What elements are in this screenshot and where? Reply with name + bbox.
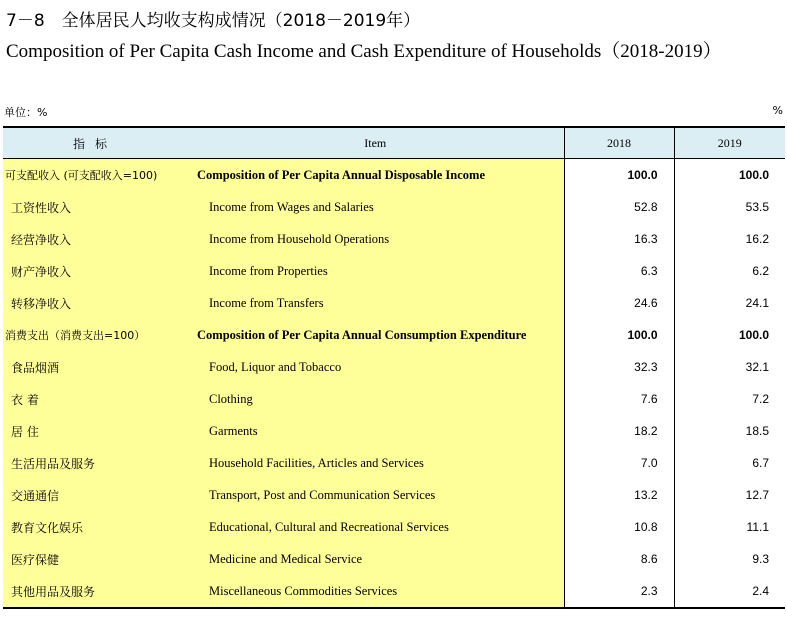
row-item-en: Household Facilities, Articles and Services <box>187 447 564 479</box>
value-2019: 100.0 <box>738 328 769 342</box>
header-item: Item <box>187 127 564 159</box>
row-item-en: Garments <box>187 415 564 447</box>
table-row <box>3 159 785 192</box>
row-item-en: Medicine and Medical Service <box>187 543 564 575</box>
value-2019: 16.2 <box>745 232 769 246</box>
row-indicator-zh: 医疗保健 <box>3 543 187 575</box>
table-row <box>3 255 785 287</box>
header-year-2018: 2018 <box>564 127 674 159</box>
table-row <box>3 511 785 543</box>
row-item-en: Income from Wages and Salaries <box>187 191 564 223</box>
table-row <box>3 447 785 479</box>
value-2019: 18.5 <box>745 424 769 438</box>
value-2019: 32.1 <box>745 360 769 374</box>
row-indicator-zh: 居 住 <box>3 415 187 447</box>
table-row <box>3 319 785 351</box>
row-item-en: Educational, Cultural and Recreational Services <box>187 511 564 543</box>
value-2019: 24.1 <box>745 296 769 310</box>
value-2019: 2.4 <box>674 575 785 608</box>
row-indicator-zh: 工资性收入 <box>3 191 187 223</box>
row-indicator-zh: 财产净收入 <box>3 255 187 287</box>
value-2018: 7.0 <box>564 447 674 479</box>
page-title-english: Composition of Per Capita Cash Income and Cash Expenditure of Households（2018-2019） <box>6 41 722 62</box>
value-2018: 2.3 <box>564 575 674 608</box>
row-indicator-zh: 交通通信 <box>3 479 187 511</box>
page-title-chinese: 7－8 全体居民人均收支构成情况（2018－2019年） <box>6 11 421 31</box>
table-row <box>3 575 785 608</box>
row-indicator-zh: 食品烟酒 <box>3 351 187 383</box>
value-2019: 100.0 <box>738 168 769 182</box>
row-indicator-zh: 生活用品及服务 <box>3 447 187 479</box>
value-2019: 6.7 <box>752 456 769 470</box>
value-2019: 12.7 <box>745 488 769 502</box>
table-row <box>3 543 785 575</box>
value-2018: 24.6 <box>564 287 674 319</box>
row-item-en: Composition of Per Capita Annual Disposable Income <box>187 159 564 192</box>
value-2019: 11.1 <box>746 520 769 534</box>
value-2018: 10.8 <box>564 511 674 543</box>
value-2018: 16.3 <box>564 223 674 255</box>
header-indicator: 指标 <box>3 127 187 159</box>
value-2018: 52.8 <box>564 191 674 223</box>
value-2018: 18.2 <box>564 415 674 447</box>
value-2019: 9.3 <box>752 552 769 566</box>
row-indicator-zh: 经营净收入 <box>3 223 187 255</box>
row-indicator-zh: 可支配收入 (可支配收入=100) <box>3 159 187 192</box>
header-year-2019: 2019 <box>674 127 785 159</box>
value-2018: 8.6 <box>564 543 674 575</box>
value-2018: 100.0 <box>564 319 674 351</box>
value-2019: 53.5 <box>745 200 769 214</box>
table-row <box>3 383 785 415</box>
row-item-en: Transport, Post and Communication Services <box>187 479 564 511</box>
value-2018: 32.3 <box>564 351 674 383</box>
table-row <box>3 415 785 447</box>
row-item-en: Clothing <box>187 383 564 415</box>
row-item-en: Miscellaneous Commodities Services <box>187 575 564 608</box>
value-2018: 6.3 <box>564 255 674 287</box>
table-row <box>3 479 785 511</box>
table-row <box>3 351 785 383</box>
row-indicator-zh: 教育文化娱乐 <box>3 511 187 543</box>
row-item-en: Income from Properties <box>187 255 564 287</box>
table-row <box>3 223 785 255</box>
value-2018: 7.6 <box>564 383 674 415</box>
row-indicator-zh: 转移净收入 <box>3 287 187 319</box>
unit-label: 单位：% <box>4 106 48 119</box>
row-indicator-zh: 其他用品及服务 <box>3 575 187 608</box>
row-item-en: Income from Household Operations <box>187 223 564 255</box>
composition-table <box>3 126 785 609</box>
row-indicator-zh: 消费支出（消费支出=100） <box>3 319 187 351</box>
table-header-row <box>3 127 785 159</box>
table-row <box>3 287 785 319</box>
row-item-en: Composition of Per Capita Annual Consumption Expenditure <box>187 319 564 351</box>
table-row <box>3 191 785 223</box>
row-item-en: Income from Transfers <box>187 287 564 319</box>
value-2018: 13.2 <box>564 479 674 511</box>
value-2019: 7.2 <box>752 392 769 406</box>
value-2018: 100.0 <box>564 159 674 192</box>
row-item-en: Food, Liquor and Tobacco <box>187 351 564 383</box>
row-indicator-zh: 衣 着 <box>3 383 187 415</box>
value-2019: 6.2 <box>752 264 769 278</box>
unit-label-right: % <box>772 104 783 117</box>
